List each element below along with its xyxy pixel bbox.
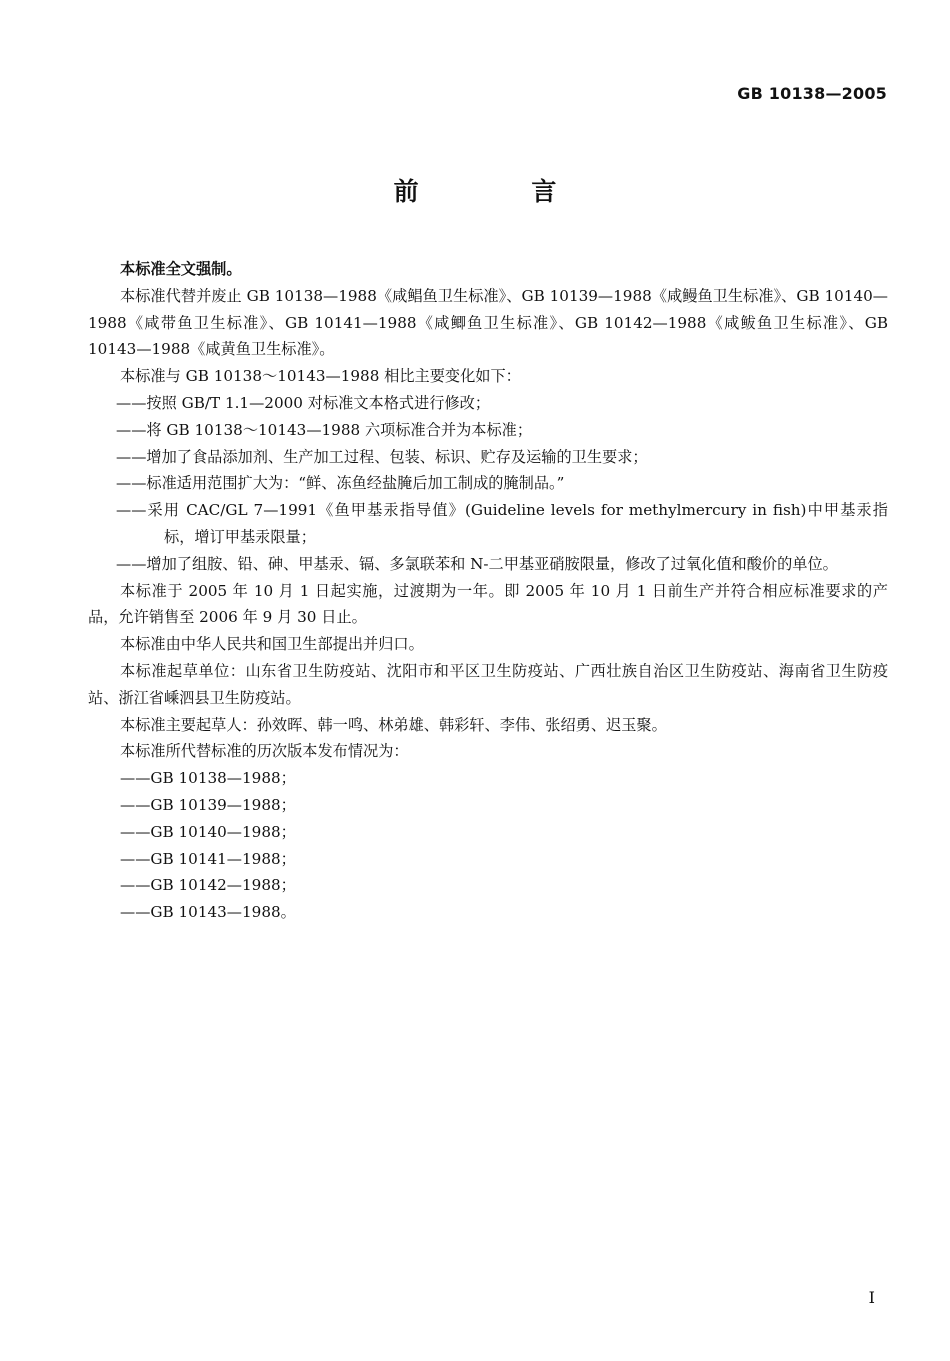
page-number: I — [868, 1288, 875, 1307]
effective-date-paragraph: 本标准于 2005 年 10 月 1 日起实施，过渡期为一年。即 2005 年 10 月 1 日前生产并符合相应标准要求的产品，允许销售至 2006 年 9 月 30 日止。 — [88, 581, 888, 627]
replaced-version-item: ——GB 10143—1988。 — [120, 903, 296, 922]
changes-list — [88, 390, 888, 578]
replaced-version-item: ——GB 10141—1988； — [120, 849, 296, 868]
change-item: ——增加了组胺、铅、砷、甲基汞、镉、多氯联苯和 N-二甲基亚硝胺限量，修改了过氧化值和酸价的单位。 — [116, 554, 838, 573]
foreword-body — [88, 256, 888, 926]
change-item: ——按照 GB/T 1.1—2000 对标准文本格式进行修改； — [116, 393, 491, 412]
mandatory-statement: 本标准全文强制。 — [120, 260, 242, 278]
proposed-by-paragraph: 本标准由中华人民共和国卫生部提出并归口。 — [120, 635, 424, 654]
change-item: ——将 GB 10138～10143—1988 六项标准合并为本标准； — [116, 420, 533, 439]
change-item: ——标准适用范围扩大为：“鲜、冻鱼经盐腌后加工制成的腌制品。” — [116, 474, 565, 493]
page-title: 前 言 — [393, 177, 609, 206]
replaced-versions-list — [88, 765, 888, 926]
standard-code: GB 10138—2005 — [737, 84, 887, 103]
replaced-versions-intro: 本标准所代替标准的历次版本发布情况为： — [120, 742, 409, 761]
change-item: ——增加了食品添加剂、生产加工过程、包装、标识、贮存及运输的卫生要求； — [116, 447, 648, 466]
replaced-version-item: ——GB 10138—1988； — [120, 769, 296, 788]
replaced-version-item: ——GB 10142—1988； — [120, 876, 296, 895]
replaced-version-item: ——GB 10140—1988； — [120, 822, 296, 841]
changes-intro: 本标准与 GB 10138～10143—1988 相比主要变化如下： — [120, 367, 521, 386]
change-item: ——采用 CAC/GL 7—1991《鱼甲基汞指导值》(Guideline levels for methylmercury in fish)中甲基汞指标，增订甲基汞限量； — [116, 501, 888, 546]
replaces-paragraph: 本标准代替并废止 GB 10138—1988《咸鲳鱼卫生标准》、GB 10139—1988《咸鳗鱼卫生标准》、GB 10140—1988《咸带鱼卫生标准》、GB 10141—1988《咸鲫鱼卫生标准》、GB 10142—1988《咸鲅鱼卫生标准》、GB 10143—1988《咸黄鱼卫生标准》。 — [88, 286, 888, 359]
drafters-paragraph: 本标准主要起草人：孙效晖、韩一鸣、林弟雄、韩彩轩、李伟、张绍勇、迟玉聚。 — [120, 715, 667, 734]
replaced-version-item: ——GB 10139—1988； — [120, 795, 296, 814]
drafting-units-paragraph: 本标准起草单位：山东省卫生防疫站、沈阳市和平区卫生防疫站、广西壮族自治区卫生防疫站、海南省卫生防疫站、浙江省嵊泗县卫生防疫站。 — [88, 661, 888, 707]
